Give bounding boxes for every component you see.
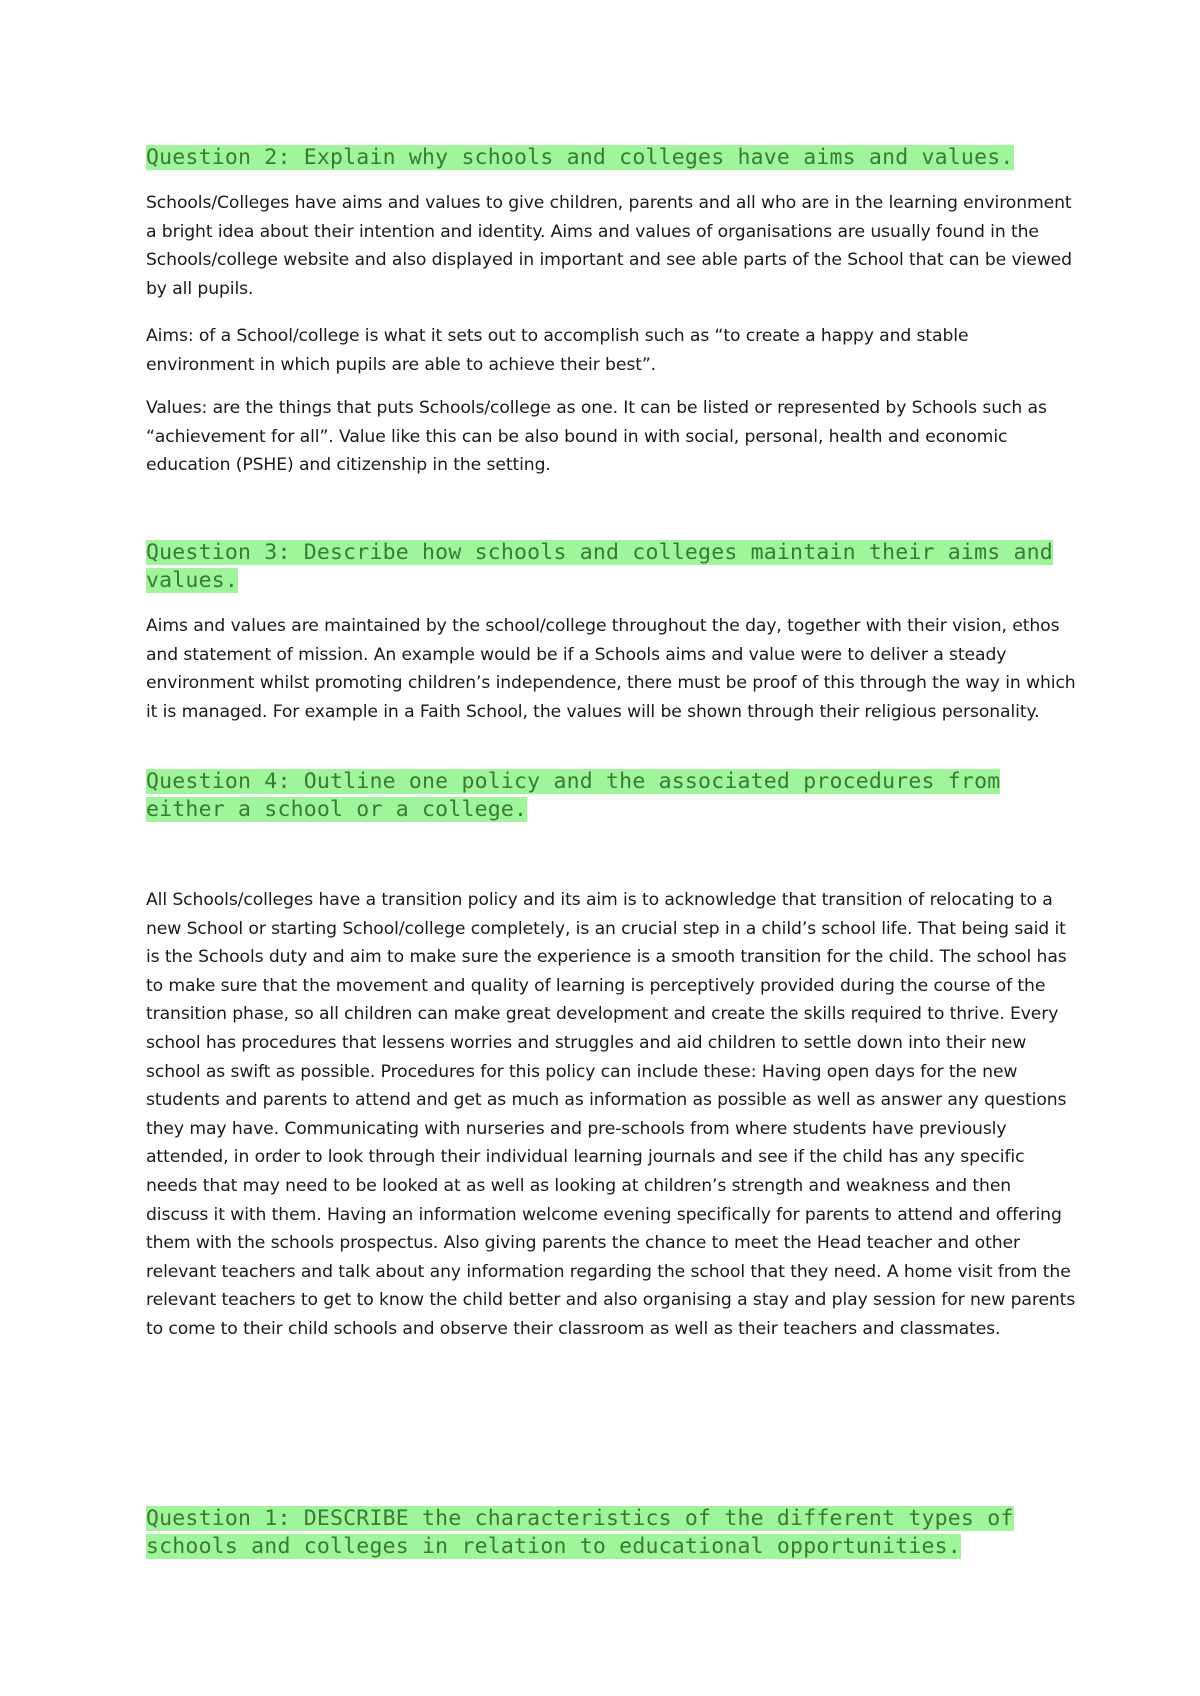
question-4-heading — [146, 768, 1066, 824]
question-1-heading-text: Question 1: DESCRIBE the characteristics of the different types of schools and colleges in relation to educational opportunities. — [146, 1506, 1014, 1559]
question-1-heading — [146, 1505, 1066, 1561]
question-2-aims-paragraph: Aims: of a School/college is what it sets out to accomplish such as “to create a happy and stable environment in which pupils are able to achieve their best”. — [146, 326, 969, 375]
question-3-heading-text: Question 3: Describe how schools and colleges maintain their aims and values. — [146, 540, 1053, 593]
question-2-heading — [146, 144, 1066, 172]
question-2-answer-paragraph-1: Schools/Colleges have aims and values to give children, parents and all who are in the learning environment a bright idea about their intention and identity. Aims and values of organisations are usually found in the Schools/college website and also displayed in important and see able parts of the School that can be viewed by all pupils. — [146, 193, 1072, 299]
question-4-heading-text: Question 4: Outline one policy and the associated procedures from either a school or a college. — [146, 769, 1001, 822]
question-4-answer-paragraph: All Schools/colleges have a transition policy and its aim is to acknowledge that transition of relocating to a new School or starting School/college completely, is an crucial step in a child’s school life. That being said it is the Schools duty and aim to make sure the experience is a smooth transition for the child. The school has to make sure that the movement and quality of learning is perceptively provided during the course of the transition phase, so all children can make great development and create the skills required to thrive. Every school has procedures that lessens worries and struggles and aid children to settle down into their new school as swift as possible. Procedures for this policy can include these: Having open days for the new students and parents to attend and get as much as information as possible as well as answer any questions they may have. Communicating with nurseries and pre-schools from where students have previously attended, in order to look through their individual learning journals and see if the child has any specific needs that may need to be looked at as well as looking at children’s strength and weakness and then discuss it with them. Having an information welcome evening specifically for parents to attend and offering them with the schools prospectus. Also giving parents the chance to meet the Head teacher and other relevant teachers and talk about any information regarding the school that they need. A home visit from the relevant teachers to get to know the child better and also organising a stay and play session for new parents to come to their child schools and observe their classroom as well as their teachers and classmates. — [146, 890, 1076, 1339]
question-2-heading-text: Question 2: Explain why schools and colleges have aims and values. — [146, 145, 1014, 170]
question-3-heading — [146, 539, 1066, 595]
question-3-answer-paragraph: Aims and values are maintained by the school/college throughout the day, together with their vision, ethos and statement of mission. An example would be if a Schools aims and value were to deliver a steady environment whilst promoting children’s independence, there must be proof of this through the way in which it is managed. For example in a Faith School, the values will be shown through their religious personality. — [146, 616, 1076, 722]
question-2-values-paragraph: Values: are the things that puts Schools/college as one. It can be listed or represented by Schools such as “achievement for all”. Value like this can be also bound in with social, personal, health and economic education (PSHE) and citizenship in the setting. — [146, 398, 1047, 476]
